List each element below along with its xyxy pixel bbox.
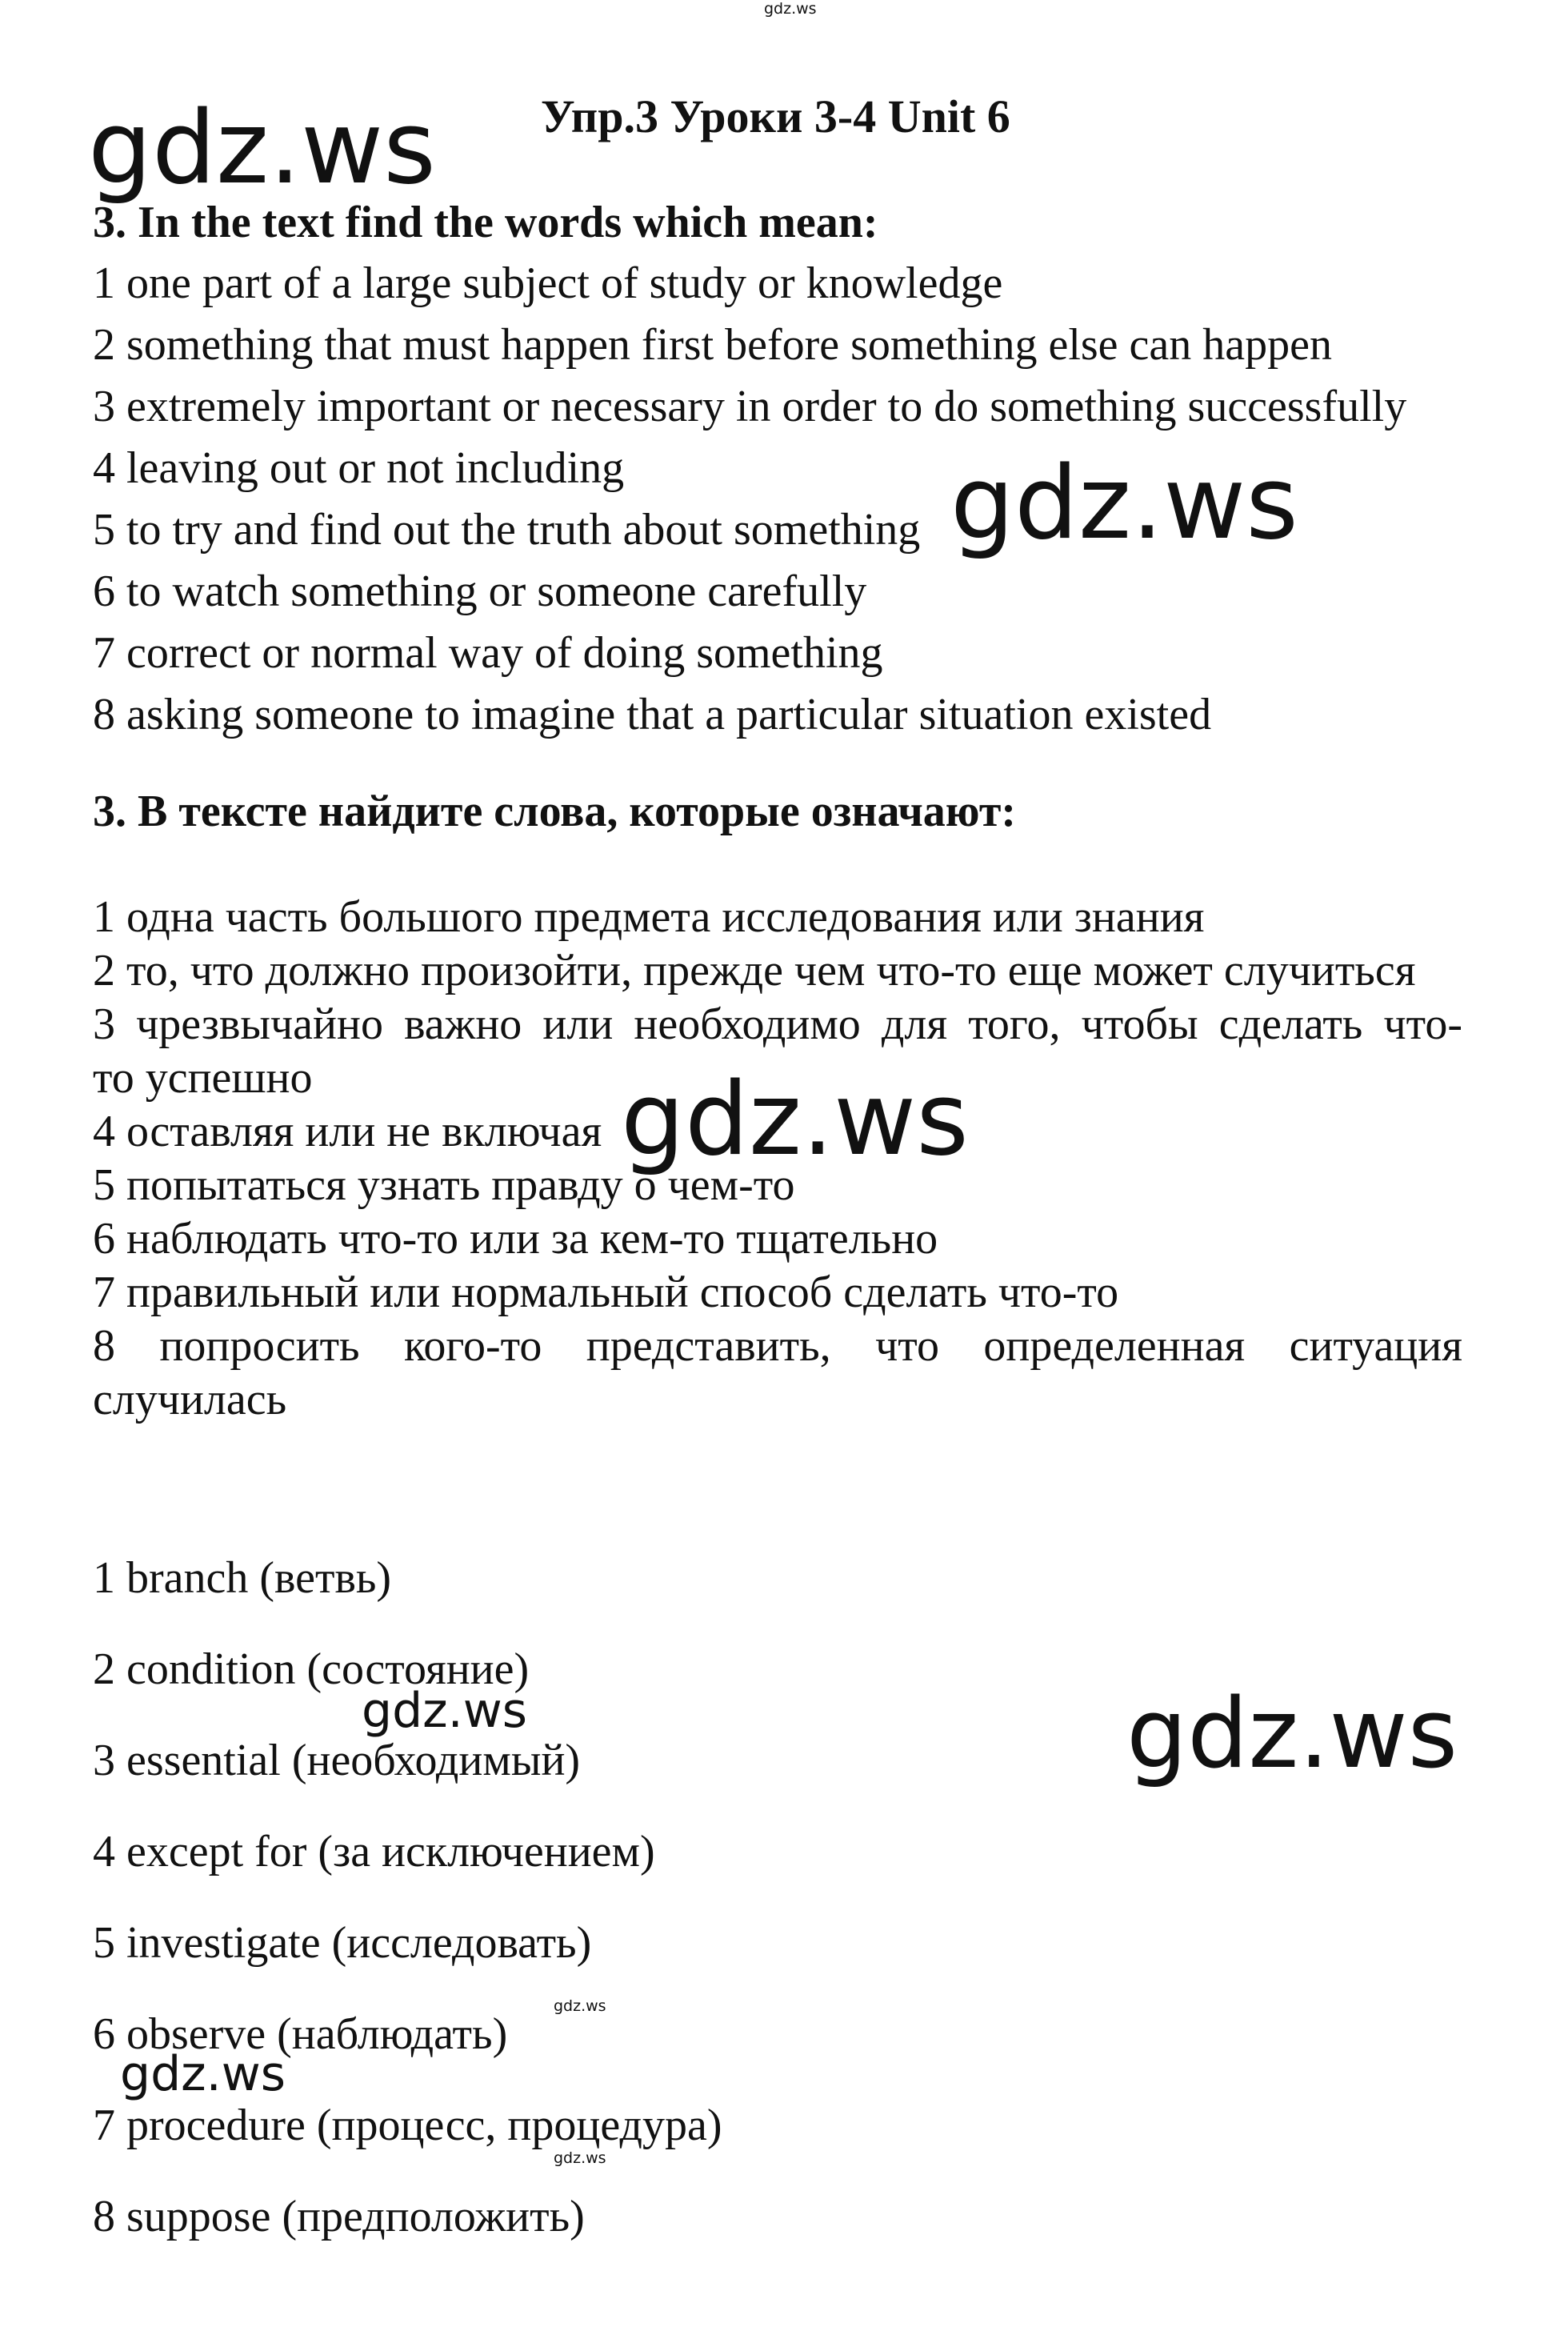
watermark: gdz.ws xyxy=(120,2046,286,2102)
english-item: 1 one part of a large subject of study or knowledge xyxy=(93,258,1003,308)
russian-item-continuation: то успешно xyxy=(93,1053,313,1103)
answer-item: 3 essential (необходимый) xyxy=(93,1736,581,1785)
russian-item: 1 одна часть большого предмета исследования или знания xyxy=(93,892,1205,942)
watermark: gdz.ws xyxy=(1126,1679,1458,1790)
page-title: Упр.3 Уроки 3-4 Unit 6 xyxy=(541,90,1010,142)
watermark: gdz.ws xyxy=(621,1060,969,1178)
english-item: 3 extremely important or necessary in order to do something successfully xyxy=(93,382,1407,431)
russian-item-continuation: случилась xyxy=(93,1375,287,1424)
answer-item: 6 observe (наблюдать) xyxy=(93,2009,508,2059)
answer-item: 7 procedure (процесс, процедура) xyxy=(93,2101,722,2150)
russian-item: 4 оставляя или не включая xyxy=(93,1107,602,1156)
russian-item: 6 наблюдать что-то или за кем-то тщательно xyxy=(93,1214,938,1264)
watermark: gdz.ws xyxy=(950,444,1298,562)
russian-item: 7 правильный или нормальный способ сделать что-то xyxy=(93,1268,1119,1317)
watermark: gdz.ws xyxy=(88,89,436,206)
english-item: 6 to watch something or someone carefully xyxy=(93,567,867,616)
answer-item: 1 branch (ветвь) xyxy=(93,1553,392,1603)
top-stamp: gdz.ws xyxy=(764,0,817,18)
russian-item: 2 то, что должно произойти, прежде чем что-то еще может случиться xyxy=(93,946,1416,995)
answer-item: 8 suppose (предположить) xyxy=(93,2192,585,2241)
russian-item: 8 попросить кого-то представить, что определенная ситуация xyxy=(93,1321,1462,1371)
english-item: 5 to try and find out the truth about something xyxy=(93,505,921,555)
english-item: 2 something that must happen first before something else can happen xyxy=(93,320,1332,370)
english-task-heading: 3. In the text find the words which mean: xyxy=(93,198,878,247)
watermark: gdz.ws xyxy=(554,2149,606,2167)
answer-item: 4 except for (за исключением) xyxy=(93,1827,655,1876)
watermark: gdz.ws xyxy=(362,1683,528,1739)
russian-item: 5 попытаться узнать правду о чем-то xyxy=(93,1160,795,1210)
russian-task-heading: 3. В тексте найдите слова, которые означают: xyxy=(93,787,1017,836)
answer-item: 2 condition (состояние) xyxy=(93,1644,530,1694)
english-item: 7 correct or normal way of doing something xyxy=(93,628,883,678)
russian-item: 3 чрезвычайно важно или необходимо для того, чтобы сделать что- xyxy=(93,999,1462,1049)
english-item: 4 leaving out or not including xyxy=(93,443,625,493)
english-item: 8 asking someone to imagine that a particular situation existed xyxy=(93,690,1212,739)
watermark: gdz.ws xyxy=(554,1997,606,2015)
answer-item: 5 investigate (исследовать) xyxy=(93,1918,592,1968)
